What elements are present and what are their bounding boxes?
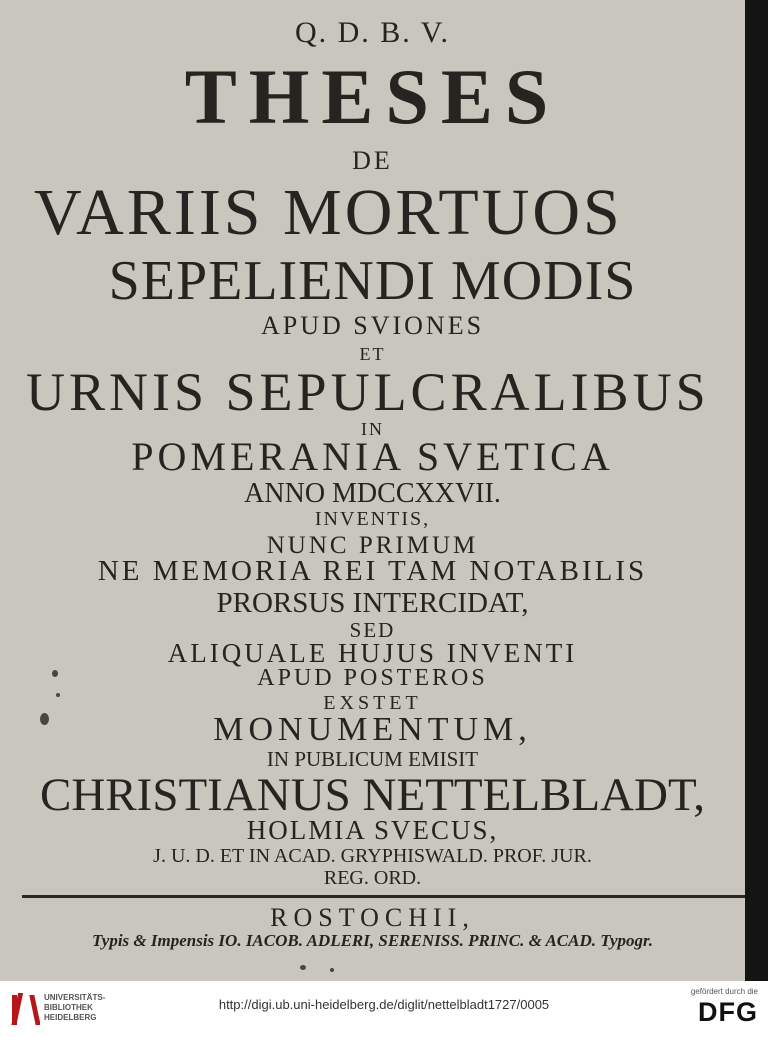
title-line-qdbv: Q. D. B. V. [294, 16, 451, 49]
title-line-prorsus: PRORSUS INTERCIDAT, [216, 587, 529, 619]
paper-stain [56, 693, 60, 697]
title-line-urnis: URNIS SEPULCRALIBUS [26, 362, 710, 422]
imprint-place: ROSTOCHII, [270, 903, 475, 932]
author-reg-ord: REG. ORD. [323, 867, 422, 889]
title-line-apud-posteros: APUD POSTEROS [257, 665, 488, 691]
author-name: CHRISTIANUS NETTELBLADT, [40, 769, 705, 821]
paper-stain [52, 670, 58, 677]
viewer-footer [0, 981, 768, 1037]
title-line-exstet: EXSTET [323, 692, 422, 714]
title-line-sed: SED [349, 618, 396, 642]
title-line-in: IN [361, 419, 384, 439]
title-line-de: DE [352, 146, 393, 175]
funded-by-text: gefördert durch die [690, 987, 758, 996]
title-line-sepeliendi: SEPELIENDI MODIS [108, 250, 637, 312]
title-line-monumentum: MONUMENTUM, [213, 711, 532, 748]
paper-stain [40, 713, 49, 725]
title-line-aliquale: ALIQUALE HUJUS INVENTI [167, 638, 578, 668]
title-line-inventis: INVENTIS, [314, 508, 431, 530]
paper-stain [330, 968, 334, 972]
title-line-variis: VARIIS MORTUOS [34, 176, 623, 249]
title-line-nunc-primum: NUNC PRIMUM [266, 532, 479, 559]
imprint-divider [22, 895, 745, 898]
title-line-in-publicum: IN PUBLICUM EMISIT [266, 747, 479, 771]
book-spine-shadow [745, 0, 768, 981]
paper-stain [300, 965, 306, 970]
library-logo-text: UNIVERSITÄTS- BIBLIOTHEK HEIDELBERG [44, 993, 106, 1022]
author-origin: HOLMIA SVECUS, [246, 815, 499, 845]
title-line-ne-memoria: NE MEMORIA REI TAM NOTABILIS [97, 555, 648, 587]
title-line-pomerania: POMERANIA SVETICA [131, 434, 614, 479]
author-title: J. U. D. ET IN ACAD. GRYPHISWALD. PROF. JUR. [153, 845, 592, 867]
title-line-anno: ANNO MDCCXXVII. [244, 478, 501, 509]
dfg-logo: DFG [698, 997, 758, 1027]
permalink-url[interactable]: http://digi.ub.uni-heidelberg.de/diglit/nettelbladt1727/0005 [218, 997, 550, 1012]
title-line-theses: THESES [184, 53, 561, 140]
title-line-et: ET [359, 344, 386, 364]
title-line-apud-sviones: APUD SVIONES [260, 311, 485, 340]
imprint-printer: Typis & Impensis IO. IACOB. ADLERI, SERENISS. PRINC. & ACAD. Typogr. [92, 931, 653, 950]
